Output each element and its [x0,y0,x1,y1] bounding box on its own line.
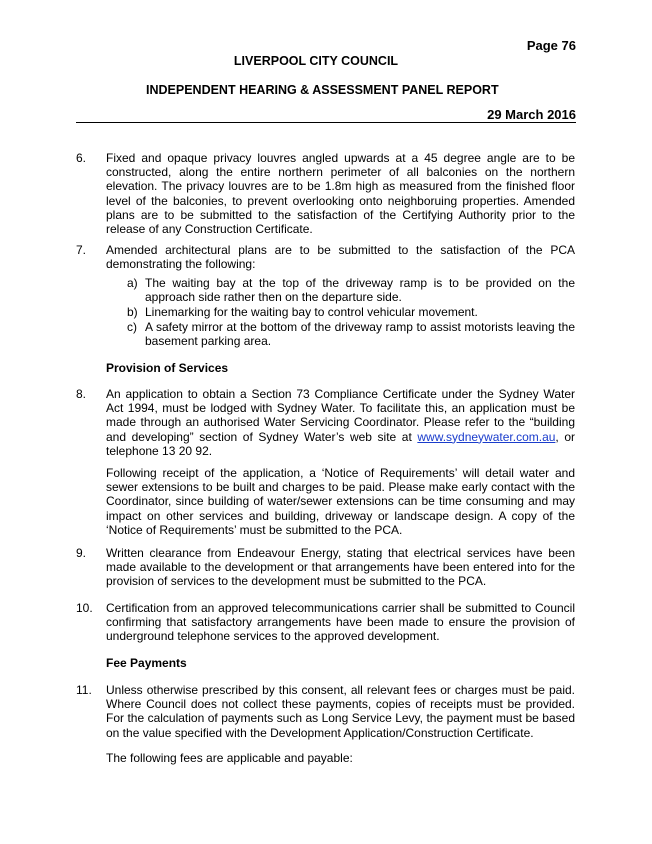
header-divider [76,122,576,123]
report-title: INDEPENDENT HEARING & ASSESSMENT PANEL REPORT [146,83,499,97]
condition-number: 9. [76,546,87,560]
report-date: 29 March 2016 [487,107,576,122]
condition-paragraph: Following receipt of the application, a ‘Notice of Requirements’ will detail water and sewer extensions to be built and charges to be paid. Please make early contact with the Coordinator, since building of water/sewer extensions can be time consuming and may impact on other services and building, driveway or landscape design. A copy of the ‘Notice of Requirements’ must be submitted to the PCA. [106,466,575,537]
sub-item-letter: c) [127,320,137,334]
condition-number: 10. [76,601,93,615]
section-heading: Fee Payments [106,656,187,670]
condition-text: Certification from an approved telecommunications carrier shall be submitted to Council confirming that satisfactory arrangements have been made to ensure the provision of underground telephone services to the approved development. [106,601,575,644]
condition-text-part: , or telephone 13 20 92. [106,429,575,458]
page-number: Page 76 [526,38,576,53]
section-heading: Provision of Services [106,361,229,375]
sub-item-letter: b) [127,305,138,319]
condition-number: 8. [76,387,87,401]
condition-number: 6. [76,151,87,165]
condition-text [106,387,575,458]
condition-number: 11. [76,683,92,697]
sub-item-letter: a) [127,276,138,290]
condition-paragraph: The following fees are applicable and payable: [106,751,353,765]
sub-item-text: A safety mirror at the bottom of the driveway ramp to assist motorists leaving the basement parking area. [145,320,575,349]
sydney-water-link[interactable]: www.sydneywater.com.au [417,429,556,444]
condition-text: Unless otherwise prescribed by this consent, all relevant fees or charges must be paid. Where Council does not collect these payments, copies of receipts must be provided. For the calculation of payments such as Long Service Levy, the payment must be based on the value specified with the Development Application/Construction Certificate. [106,683,575,740]
council-name: LIVERPOOL CITY COUNCIL [233,54,399,68]
condition-text: Written clearance from Endeavour Energy, stating that electrical services have been made available to the development or that arrangements have been entered into for the provision of services to the development must be submitted to the PCA. [106,546,575,589]
condition-text: Fixed and opaque privacy louvres angled upwards at a 45 degree angle are to be constructed, along the entire northern perimeter of all balconies on the northern elevation. The privacy louvres are to be 1.8m high as measured from the finished floor level of the balconies, to prevent overlooking onto neighboruing properties. Amended plans are to be submitted to the satisfaction of the Certifying Authority prior to the release of any Construction Certificate. [106,151,575,237]
sub-item-text: Linemarking for the waiting bay to control vehicular movement. [145,305,478,319]
sub-item-text: The waiting bay at the top of the driveway ramp is to be provided on the approach side rather then on the departure side. [145,276,575,305]
condition-text: Amended architectural plans are to be submitted to the satisfaction of the PCA demonstrating the following: [106,243,575,272]
condition-text-part: An application to obtain a Section 73 Compliance Certificate under the Sydney Water Act 1994, must be lodged with Sydney Water. To facilitate this, an application must be made through an authorised Water Servicing Coordinator. Please refer to the “building and developing” section of Sydney Water’s web site at [106,387,575,444]
condition-number: 7. [76,243,87,257]
